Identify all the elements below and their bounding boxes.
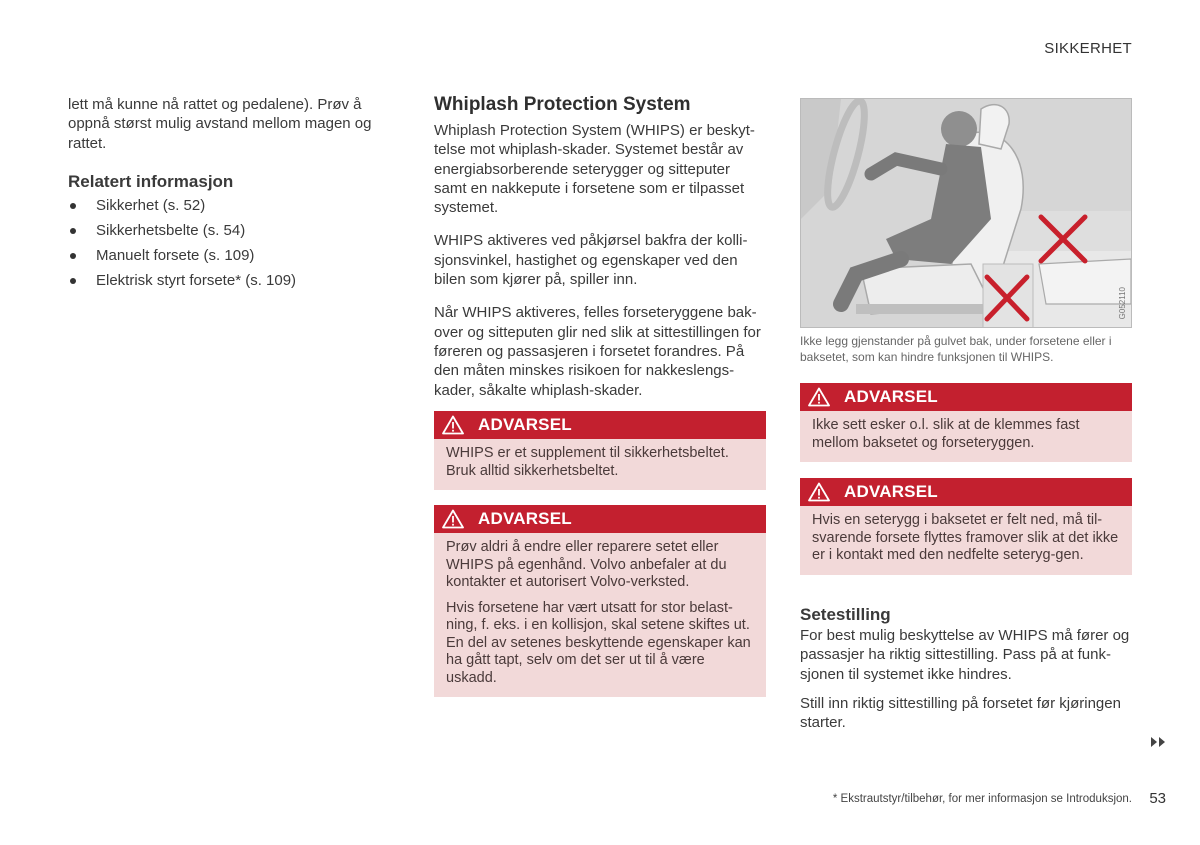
figure-caption: Ikke legg gjenstander på gulvet bak, under forsetene eller i baksetet, som kan hindre funksjonen til WHIPS. (800, 334, 1112, 364)
section-title: SIKKERHET (1044, 40, 1132, 57)
warning-text: Hvis en seterygg i baksetet er felt ned, må til-svarende forsete flyttes framover slik at det ikke er i kontakt med den nedfelte seteryg-gen. (812, 512, 1119, 563)
bullet-icon (70, 253, 76, 259)
setting-paragraph-1: For best mulig beskyttelse av WHIPS må fører og passasjer ha riktig sittestilling. Pass på at funk-sjonen til systemet ikke hindres. (800, 627, 1130, 683)
warning-box-2 (434, 505, 766, 697)
related-item[interactable]: Sikkerhetsbelte (s. 54) (68, 218, 388, 243)
related-item[interactable]: Elektrisk styrt forsete* (s. 109) (68, 268, 388, 293)
warning-triangle-icon (808, 387, 830, 407)
page-number: 53 (1149, 790, 1166, 807)
column-2 (434, 93, 766, 686)
warning-label: ADVARSEL (478, 509, 572, 528)
warning-text: Ikke sett esker o.l. slik at de klemmes fast mellom baksetet og forseteryggen. (812, 417, 1080, 451)
related-item[interactable]: Sikkerhet (s. 52) (68, 193, 388, 218)
related-title: Relatert informasjon (68, 171, 234, 191)
seat-illustration (801, 99, 1132, 328)
footnote: * Ekstrautstyr/tilbehør, for mer informasjon se Introduksjon. (832, 793, 1132, 805)
warning-triangle-icon (442, 415, 464, 435)
warning-header (434, 411, 766, 439)
whips-illustration (800, 98, 1132, 328)
next-page-icon[interactable] (1150, 736, 1168, 748)
warning-label: ADVARSEL (844, 387, 938, 406)
column-1 (68, 95, 388, 293)
warning-box-3 (800, 383, 1132, 462)
related-item[interactable]: Manuelt forsete (s. 109) (68, 243, 388, 268)
warning-label: ADVARSEL (478, 415, 572, 434)
whips-paragraph-1: Whiplash Protection System (WHIPS) er beskyt-telse mot whiplash-skader. Systemet består av energiabsorberende seterygger og sitteputer samt en nakkepute i forsetene som er tilpasset systemet. (434, 122, 755, 217)
figure-code: G052110 (1118, 287, 1127, 320)
warning-triangle-icon (808, 482, 830, 502)
warning-box-4 (800, 478, 1132, 575)
warning-text: Hvis forsetene har vært utsatt for stor belast-ning, f. eks. i en kollisjon, skal setene skiftes ut. En del av setenes beskyttende egenskaper kan ha gått tapt, selv om det ser ut til å være uskadd. (446, 599, 751, 686)
related-list (68, 193, 388, 293)
setting-section (800, 604, 1140, 732)
bullet-icon (70, 278, 76, 284)
whips-paragraph-3: Når WHIPS aktiveres, felles forseteryggene bak-over og sitteputen glir ned slik at sittestillingen for føreren og passasjeren i forsetet forandres. På den måten minskes risikoen for nakkeslengs-kader, såkalte whiplash-skader. (434, 304, 761, 399)
warning-text: WHIPS er et supplement til sikkerhetsbeltet. Bruk alltid sikkerhetsbeltet. (446, 445, 729, 479)
warning-box-1 (434, 411, 766, 490)
setting-paragraph-2: Still inn riktig sittestilling på forsetet før kjøringen starter. (800, 694, 1121, 732)
bullet-icon (70, 203, 76, 209)
whips-paragraph-2: WHIPS aktiveres ved påkjørsel bakfra der kolli-sjonsvinkel, hastighet og egenskaper ved den bilen som kjører på, spiller inn. (434, 232, 748, 289)
warning-label: ADVARSEL (844, 482, 938, 501)
warning-text: Prøv aldri å endre eller reparere setet eller WHIPS på egenhånd. Volvo anbefaler at du kontakter et autorisert Volvo-verksted. (446, 539, 727, 590)
intro-text: lett må kunne nå rattet og pedalene). Prøv å oppnå størst mulig avstand mellom magen og rattet. (68, 96, 372, 152)
setting-title: Setestilling (800, 605, 891, 624)
bullet-icon (70, 228, 76, 234)
warning-header (800, 478, 1132, 506)
whips-title: Whiplash Protection System (434, 94, 691, 115)
warning-header (800, 383, 1132, 411)
warning-triangle-icon (442, 509, 464, 529)
warning-header (434, 505, 766, 533)
